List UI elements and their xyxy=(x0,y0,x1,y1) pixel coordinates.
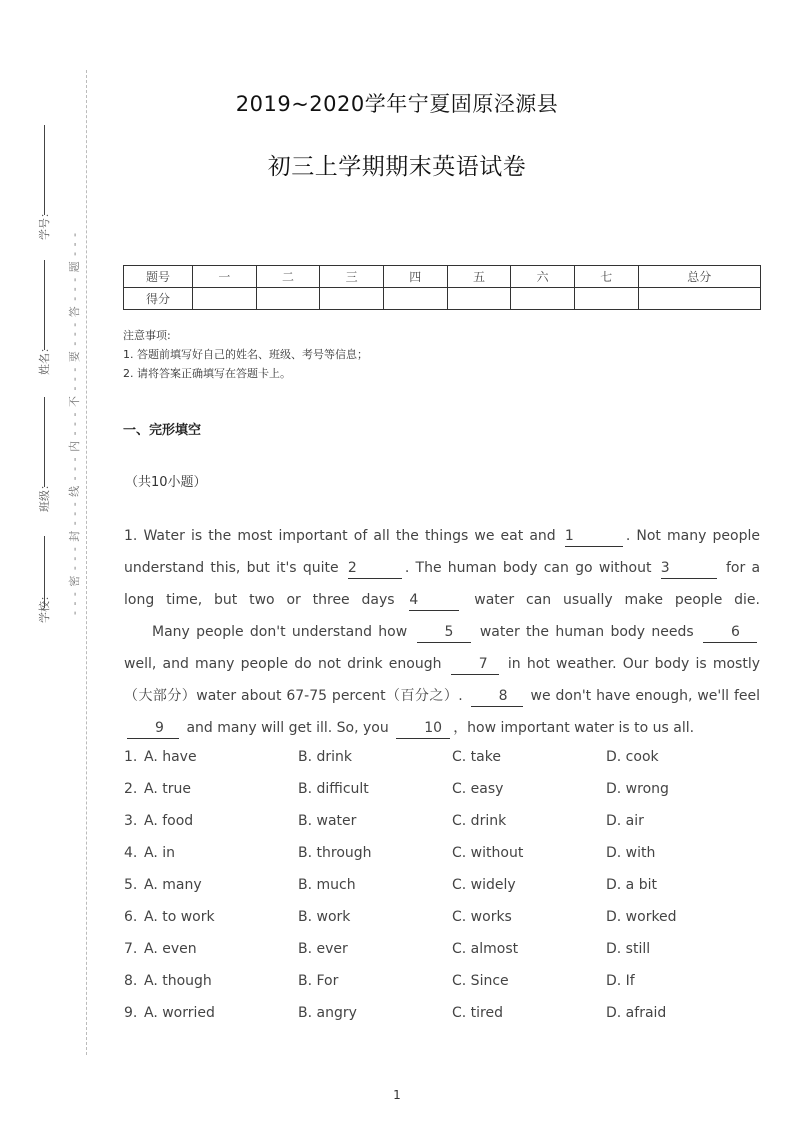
score-header-cell: 七 xyxy=(574,266,638,288)
option-c[interactable]: C. easy xyxy=(452,781,504,797)
option-b[interactable]: B. water xyxy=(298,813,357,829)
option-c[interactable]: C. tired xyxy=(452,1005,504,1021)
passage-paragraph-2: Many people don't understand how 5 water the human body needs 6 well, and many people do not drink enough 7 in hot weather. Our body is mostly（大部分）water about 67-75 percent（百分之）. 8 we don't have enough, we'll feel 9 and many will get ill. So, you 10 ，how important water is to us all. xyxy=(124,616,760,744)
score-table xyxy=(123,265,761,310)
school-label: 学校： xyxy=(38,590,51,623)
option-row: 2. A. true B. difficult C. easy D. wrong xyxy=(124,773,764,805)
answer-options xyxy=(124,741,764,1029)
option-d[interactable]: D. afraid xyxy=(606,1005,667,1021)
section-title: 一、完形填空 xyxy=(123,423,202,438)
score-cell[interactable] xyxy=(511,288,575,310)
score-header-cell: 一 xyxy=(193,266,257,288)
score-header-cell: 三 xyxy=(320,266,384,288)
option-d[interactable]: D. a bit xyxy=(606,877,657,893)
option-a[interactable]: A. many xyxy=(144,877,202,893)
student-number-label: 学号： xyxy=(38,207,51,240)
option-d[interactable]: D. cook xyxy=(606,749,659,765)
score-header-cell: 总分 xyxy=(638,266,760,288)
binding-margin: - - - 密 - - - 封 - - - 线 - - - 内 - - - 不 - - - 要 - - - 答 - - - 题 - - - 学校： 班级： 姓名： 学号： xyxy=(0,0,100,1122)
option-b[interactable]: B. much xyxy=(298,877,356,893)
option-b[interactable]: B. drink xyxy=(298,749,353,765)
option-a[interactable]: A. even xyxy=(144,941,197,957)
exam-notes xyxy=(123,326,368,383)
option-c[interactable]: C. widely xyxy=(452,877,516,893)
passage-paragraph-1: 1. Water is the most important of all the things we eat and 1 . Not many people understand this, but it's quite 2 . The human body can go without 3 for a long time, but two or three days 4 water can usually make people die. xyxy=(124,520,760,616)
option-row: 7. A. even B. ever C. almost D. still xyxy=(124,933,764,965)
score-table-score-row xyxy=(124,288,761,310)
option-c[interactable]: C. works xyxy=(452,909,512,925)
option-c[interactable]: C. without xyxy=(452,845,524,861)
option-a[interactable]: A. to work xyxy=(144,909,215,925)
option-d[interactable]: D. If xyxy=(606,973,635,989)
score-cell[interactable] xyxy=(447,288,511,310)
option-b[interactable]: B. through xyxy=(298,845,372,861)
option-row: 5. A. many B. much C. widely D. a bit xyxy=(124,869,764,901)
option-row: 6. A. to work B. work C. works D. worked xyxy=(124,901,764,933)
notes-item: 1. 答题前填写好自己的姓名、班级、考号等信息； xyxy=(123,348,368,361)
page-number: 1 xyxy=(393,1088,401,1102)
notes-heading: 注意事项: xyxy=(123,329,171,342)
blank-9[interactable]: 9 xyxy=(127,718,179,739)
score-cell[interactable] xyxy=(193,288,257,310)
option-d[interactable]: D. worked xyxy=(606,909,677,925)
question-count: （共10小题） xyxy=(125,475,207,490)
score-cell[interactable] xyxy=(638,288,760,310)
blank-4[interactable]: 4 xyxy=(409,590,459,611)
option-b[interactable]: B. ever xyxy=(298,941,348,957)
option-a[interactable]: A. food xyxy=(144,813,194,829)
option-b[interactable]: B. difficult xyxy=(298,781,369,797)
option-row: 1. A. have B. drink C. take D. cook xyxy=(124,741,764,773)
blank-8[interactable]: 8 xyxy=(471,686,523,707)
blank-5[interactable]: 5 xyxy=(417,622,471,643)
class-line[interactable] xyxy=(44,397,45,487)
score-header-cell: 二 xyxy=(256,266,320,288)
cut-line xyxy=(86,70,87,1055)
option-row: 4. A. in B. through C. without D. with xyxy=(124,837,764,869)
score-cell[interactable] xyxy=(320,288,384,310)
option-row: 8. A. though B. For C. Since D. If xyxy=(124,965,764,997)
option-a[interactable]: A. true xyxy=(144,781,191,797)
score-header-cell: 五 xyxy=(447,266,511,288)
score-row-label: 得分 xyxy=(124,288,193,310)
option-b[interactable]: B. angry xyxy=(298,1005,357,1021)
blank-2[interactable]: 2 xyxy=(348,558,402,579)
class-label: 班级： xyxy=(38,479,51,512)
score-header-cell: 六 xyxy=(511,266,575,288)
score-header-cell: 题号 xyxy=(124,266,193,288)
option-d[interactable]: D. wrong xyxy=(606,781,669,797)
exam-title: 2019~2020学年宁夏固原泾源县 xyxy=(235,92,559,116)
option-c[interactable]: C. take xyxy=(452,749,501,765)
blank-6[interactable]: 6 xyxy=(703,622,757,643)
score-cell[interactable] xyxy=(383,288,447,310)
blank-10[interactable]: 10 xyxy=(396,718,450,739)
option-d[interactable]: D. air xyxy=(606,813,644,829)
cloze-passage xyxy=(124,520,760,744)
exam-subtitle: 初三上学期期末英语试卷 xyxy=(267,154,527,180)
option-c[interactable]: C. almost xyxy=(452,941,519,957)
blank-1[interactable]: 1 xyxy=(565,526,623,547)
option-c[interactable]: C. Since xyxy=(452,973,509,989)
option-a[interactable]: A. in xyxy=(144,845,175,861)
option-d[interactable]: D. with xyxy=(606,845,656,861)
option-a[interactable]: A. have xyxy=(144,749,197,765)
blank-3[interactable]: 3 xyxy=(661,558,717,579)
score-cell[interactable] xyxy=(256,288,320,310)
option-row: 9. A. worried B. angry C. tired D. afraid xyxy=(124,997,764,1029)
option-a[interactable]: A. though xyxy=(144,973,212,989)
score-header-cell: 四 xyxy=(383,266,447,288)
name-label: 姓名： xyxy=(38,342,51,375)
option-b[interactable]: B. work xyxy=(298,909,351,925)
score-cell[interactable] xyxy=(574,288,638,310)
option-a[interactable]: A. worried xyxy=(144,1005,215,1021)
notes-item: 2. 请将答案正确填写在答题卡上。 xyxy=(123,367,291,380)
name-line[interactable] xyxy=(44,260,45,350)
option-row: 3. A. food B. water C. drink D. air xyxy=(124,805,764,837)
score-table-header-row xyxy=(124,266,761,288)
option-d[interactable]: D. still xyxy=(606,941,651,957)
school-line[interactable] xyxy=(44,536,45,608)
option-c[interactable]: C. drink xyxy=(452,813,507,829)
blank-7[interactable]: 7 xyxy=(451,654,499,675)
option-b[interactable]: B. For xyxy=(298,973,339,989)
